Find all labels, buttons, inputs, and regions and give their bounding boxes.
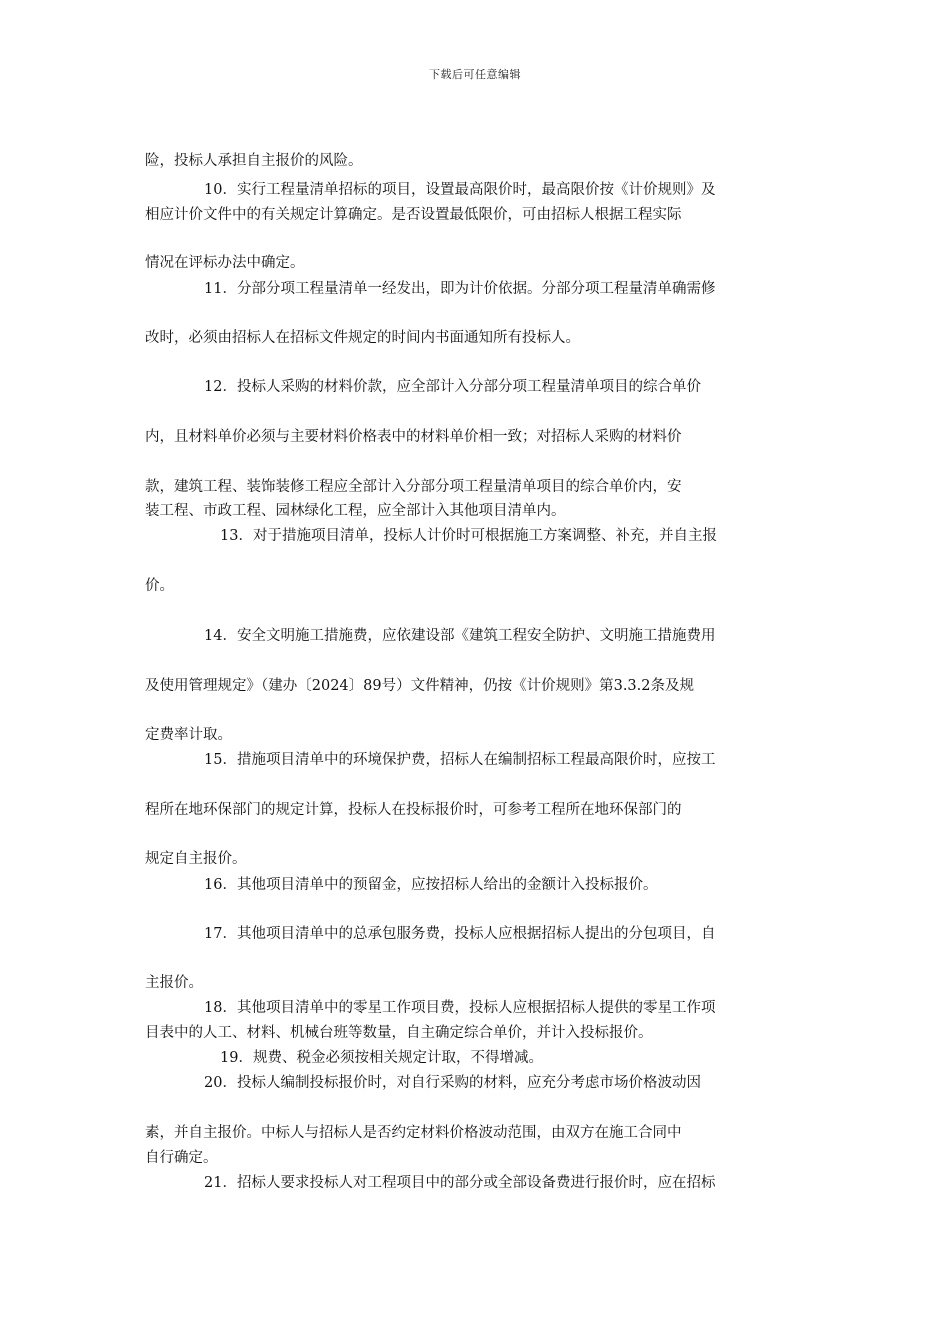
text-line: 规定自主报价。 (145, 851, 247, 867)
text-line: 相应计价文件中的有关规定计算确定。是否设置最低限价，可由招标人根据工程实际 (145, 207, 682, 223)
text-line: 险，投标人承担自主报价的风险。 (145, 153, 363, 169)
page-header-note: 下载后可任意编辑 (429, 68, 521, 81)
text-line: 11．分部分项工程量清单一经发出，即为计价依据。分部分项工程量清单确需修 (204, 281, 716, 297)
text-line: 改时，必须由招标人在招标文件规定的时间内书面通知所有投标人。 (145, 330, 580, 346)
text-line: 13．对于措施项目清单，投标人计价时可根据施工方案调整、补充，并自主报 (220, 528, 717, 544)
text-line: 素，并自主报价。中标人与招标人是否约定材料价格波动范围，由双方在施工合同中 (145, 1125, 682, 1141)
text-line: 程所在地环保部门的规定计算，投标人在投标报价时，可参考工程所在地环保部门的 (145, 802, 682, 818)
text-line: 20．投标人编制投标报价时，对自行采购的材料，应充分考虑市场价格波动因 (204, 1075, 701, 1091)
text-line: 装工程、市政工程、园林绿化工程，应全部计入其他项目清单内。 (145, 503, 566, 519)
text-line: 18．其他项目清单中的零星工作项目费，投标人应根据招标人提供的零星工作项 (204, 1000, 716, 1016)
text-line: 12．投标人采购的材料价款，应全部计入分部分项工程量清单项目的综合单价 (204, 379, 701, 395)
text-line: 价。 (145, 578, 174, 594)
text-line: 15．措施项目清单中的环境保护费，招标人在编制招标工程最高限价时，应按工 (204, 752, 716, 768)
text-line: 目表中的人工、材料、机械台班等数量，自主确定综合单价，并计入投标报价。 (145, 1025, 653, 1041)
text-line: 19．规费、税金必须按相关规定计取，不得增减。 (220, 1050, 543, 1066)
text-line: 10．实行工程量清单招标的项目，设置最高限价时，最高限价按《计价规则》及 (204, 182, 716, 198)
text-line: 16．其他项目清单中的预留金，应按招标人给出的金额计入投标报价。 (204, 877, 658, 893)
text-line: 定费率计取。 (145, 727, 232, 743)
text-line: 14．安全文明施工措施费，应依建设部《建筑工程安全防护、文明施工措施费用 (204, 628, 716, 644)
text-line: 自行确定。 (145, 1150, 218, 1166)
text-line: 及使用管理规定》（建办〔2024〕89号）文件精神，仍按《计价规则》第3.3.2条及规 (145, 678, 694, 694)
text-line: 情况在评标办法中确定。 (145, 255, 305, 271)
text-line: 款，建筑工程、装饰装修工程应全部计入分部分项工程量清单项目的综合单价内，安 (145, 479, 682, 495)
text-line: 主报价。 (145, 975, 203, 991)
text-line: 内，且材料单价必须与主要材料价格表中的材料单价相一致；对招标人采购的材料价 (145, 429, 682, 445)
text-line: 21．招标人要求投标人对工程项目中的部分或全部设备费进行报价时，应在招标 (204, 1175, 716, 1191)
text-line: 17．其他项目清单中的总承包服务费，投标人应根据招标人提出的分包项目，自 (204, 926, 716, 942)
